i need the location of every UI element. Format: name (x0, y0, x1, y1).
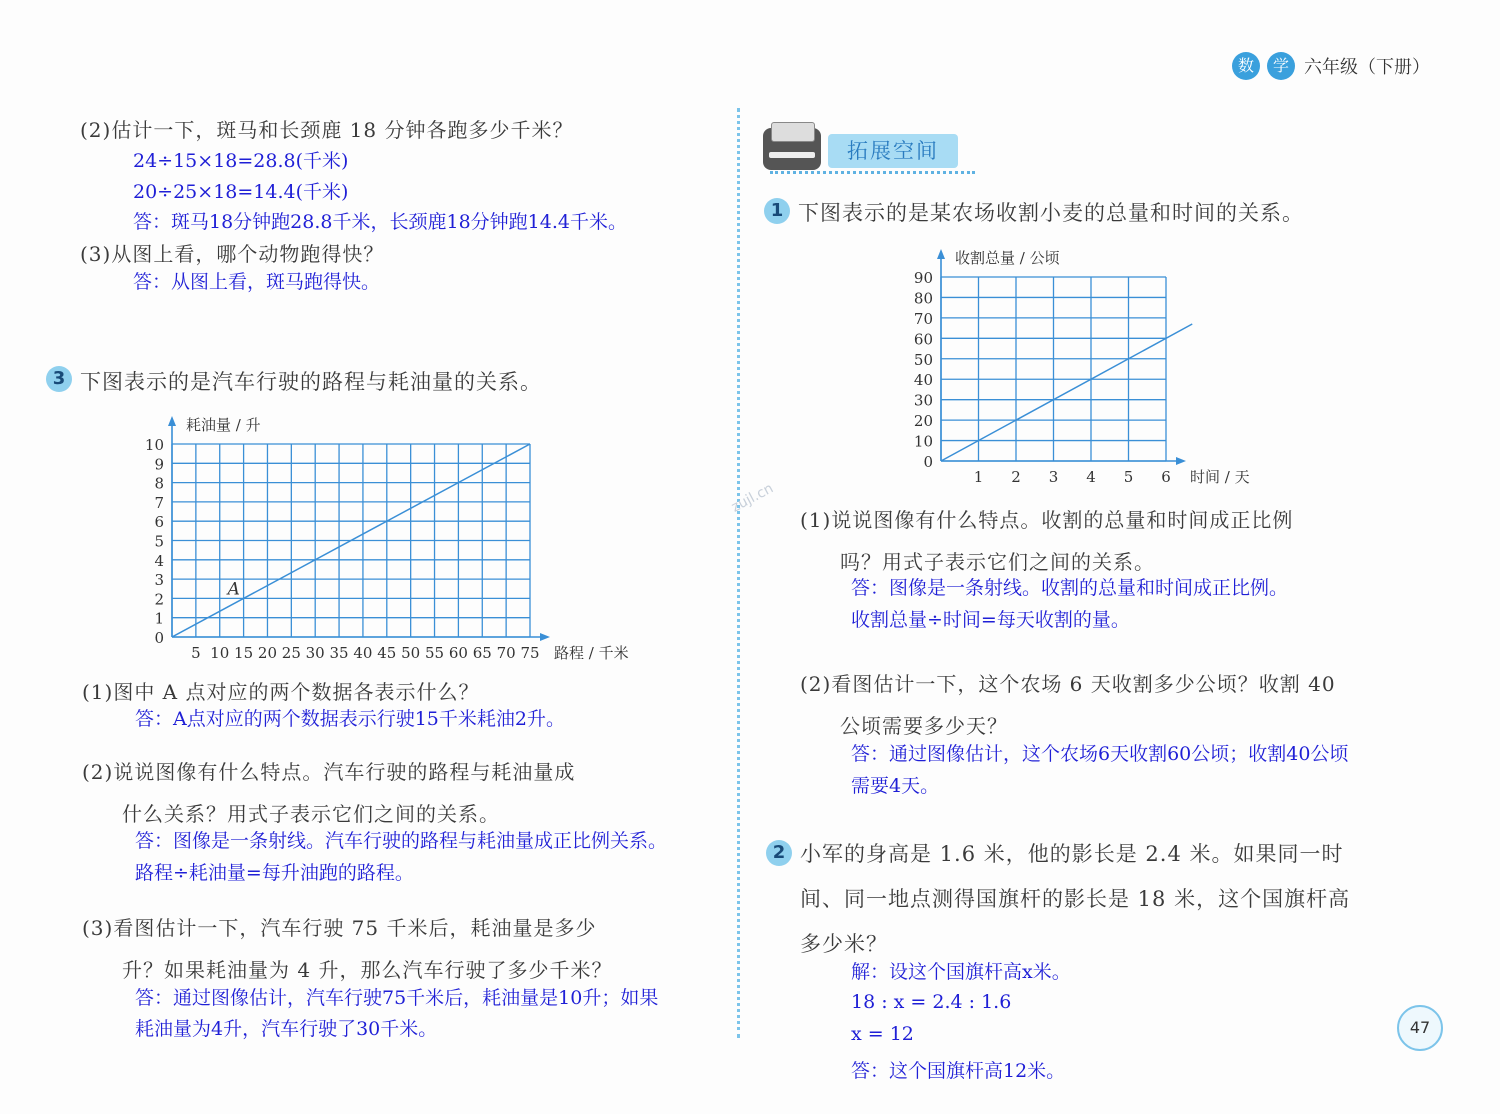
x-tick-label: 10 (210, 644, 230, 662)
y-tick-label: 40 (913, 371, 933, 390)
y-tick-label: 90 (913, 269, 933, 287)
answer-r2-line1: 解：设这个国旗杆高x米。 (851, 961, 1071, 983)
question-2-2: (2)估计一下，斑马和长颈鹿 18 分钟各跑多少千米？ (80, 118, 574, 142)
y-axis-arrow (937, 249, 945, 259)
question-r1-1-line1: (1)说说图像有什么特点。收割的总量和时间成正比例 (800, 508, 1294, 532)
x-tick-label: 65 (472, 644, 492, 662)
question-3-title: 下图表示的是汽车行驶的路程与耗油量的关系。 (80, 370, 542, 394)
x-tick-label: 35 (329, 644, 349, 662)
x-tick-label: 15 (234, 644, 254, 662)
y-axis-label: 耗油量 / 升 (186, 416, 261, 434)
y-tick-label: 30 (913, 391, 933, 410)
section-title: 拓展空间 (828, 134, 958, 168)
y-tick-label: 6 (154, 513, 164, 532)
point-label: A (227, 579, 240, 600)
y-tick-label: 5 (154, 532, 164, 551)
question-3-1: (1)图中 A 点对应的两个数据各表示什么？ (82, 680, 480, 704)
question-3-2-line2: 什么关系？用式子表示它们之间的关系。 (122, 802, 500, 826)
question-r1-2-line1: (2)看图估计一下，这个农场 6 天收割多少公顷？收割 40 (800, 672, 1336, 696)
question-r1-1-line2: 吗？用式子表示它们之间的关系。 (840, 550, 1155, 574)
x-tick-label: 60 (448, 644, 468, 662)
x-tick-label: 20 (257, 644, 278, 662)
y-tick-label: 2 (154, 590, 164, 609)
x-tick-label: 55 (424, 644, 445, 662)
y-tick-label: 0 (923, 453, 933, 471)
question-r2-line1: 小军的身高是 1.6 米，他的影长是 2.4 米。如果同一时 (800, 842, 1344, 866)
x-tick-label: 75 (520, 644, 540, 662)
answer-r1-1-line1: 答：图像是一条射线。收割的总量和时间成正比例。 (851, 577, 1289, 599)
answer-r1-2-line1: 答：通过图像估计，这个农场6天收割60公顷；收割40公顷 (851, 743, 1349, 765)
subject-badge-2: 学 (1267, 52, 1295, 80)
watermark: zujl.cn (728, 480, 777, 516)
x-tick-label: 3 (1048, 468, 1059, 486)
y-tick-label: 1 (154, 609, 164, 628)
x-tick-label: 30 (305, 644, 325, 662)
x-tick-label: 50 (401, 644, 421, 662)
answer-r1-1-line2: 收割总量÷时间=每天收割的量。 (851, 609, 1130, 631)
x-tick-label: 25 (281, 644, 301, 662)
x-tick-label: 2 (1011, 468, 1021, 486)
answer-3-2-line1: 答：图像是一条射线。汽车行驶的路程与耗油量成正比例关系。 (135, 830, 668, 852)
y-tick-label: 70 (913, 309, 933, 328)
x-tick-label: 70 (496, 644, 516, 662)
answer-r2-line3: x = 12 (851, 1023, 914, 1045)
question-3-3-line1: (3)看图估计一下，汽车行驶 75 千米后，耗油量是多少 (82, 916, 597, 940)
y-tick-label: 10 (144, 436, 164, 454)
y-tick-label: 20 (913, 412, 933, 431)
x-tick-label: 45 (377, 644, 397, 662)
page-number: 47 (1397, 1005, 1443, 1051)
answer-r2-line2: 18 : x = 2.4 : 1.6 (851, 991, 1012, 1013)
y-tick-label: 10 (913, 432, 933, 451)
y-tick-label: 7 (154, 493, 164, 512)
x-tick-label: 40 (353, 644, 373, 662)
question-3-3-line2: 升？如果耗油量为 4 升，那么汽车行驶了多少千米？ (122, 958, 613, 982)
subject-badge-1: 数 (1232, 52, 1260, 80)
x-axis-label: 时间 / 天 (1190, 468, 1250, 486)
x-tick-label: 6 (1161, 468, 1171, 486)
x-tick-label: 4 (1086, 468, 1096, 486)
answer-2-3: 答：从图上看，斑马跑得快。 (133, 271, 381, 293)
question-r2-line3: 多少米？ (800, 932, 888, 956)
answer-3-3-line1: 答：通过图像估计，汽车行驶75千米后，耗油量是10升；如果 (135, 987, 659, 1009)
answer-r2-line4: 答：这个国旗杆高12米。 (851, 1060, 1066, 1082)
answer-2-2-line3: 答：斑马18分钟跑28.8千米，长颈鹿18分钟跑14.4千米。 (133, 211, 627, 233)
x-tick-label: 5 (1123, 468, 1134, 486)
answer-3-1: 答：A点对应的两个数据表示行驶15千米耗油2升。 (135, 708, 565, 730)
y-axis-label: 收割总量 / 公顷 (955, 249, 1060, 267)
question-r1-number: 1 (764, 198, 790, 224)
y-tick-label: 80 (913, 289, 933, 308)
y-tick-label: 3 (154, 571, 164, 590)
y-tick-label: 9 (154, 455, 164, 474)
x-axis-arrow (1176, 457, 1186, 465)
answer-r1-2-line2: 需要4天。 (851, 775, 940, 797)
question-3-number: 3 (46, 366, 72, 392)
y-tick-label: 50 (913, 350, 933, 369)
y-tick-label: 0 (154, 629, 164, 647)
question-r1-title: 下图表示的是某农场收割小麦的总量和时间的关系。 (798, 201, 1304, 225)
answer-2-2-line2: 20÷25×18=14.4(千米) (133, 181, 349, 203)
question-3-2-line1: (2)说说图像有什么特点。汽车行驶的路程与耗油量成 (82, 760, 576, 784)
y-tick-label: 60 (913, 330, 933, 349)
question-r2-line2: 间、同一地点测得国旗杆的影长是 18 米，这个国旗杆高 (800, 887, 1351, 911)
x-axis-label: 路程 / 千米 (554, 644, 629, 662)
question-r1-2-line2: 公顷需要多少天？ (840, 714, 1008, 738)
answer-2-2-line1: 24÷15×18=28.8(千米) (133, 150, 349, 172)
answer-3-3-line2: 耗油量为4升，汽车行驶了30千米。 (135, 1018, 438, 1040)
y-tick-label: 8 (154, 474, 164, 493)
x-tick-label: 5 (191, 644, 201, 662)
answer-3-2-line2: 路程÷耗油量=每升油跑的路程。 (135, 862, 414, 884)
y-tick-label: 4 (154, 551, 164, 570)
x-tick-label: 1 (973, 468, 984, 486)
question-2-3: (3)从图上看，哪个动物跑得快？ (80, 242, 385, 266)
grade-label: 六年级（下册） (1304, 57, 1430, 78)
question-r2-number: 2 (766, 840, 792, 866)
